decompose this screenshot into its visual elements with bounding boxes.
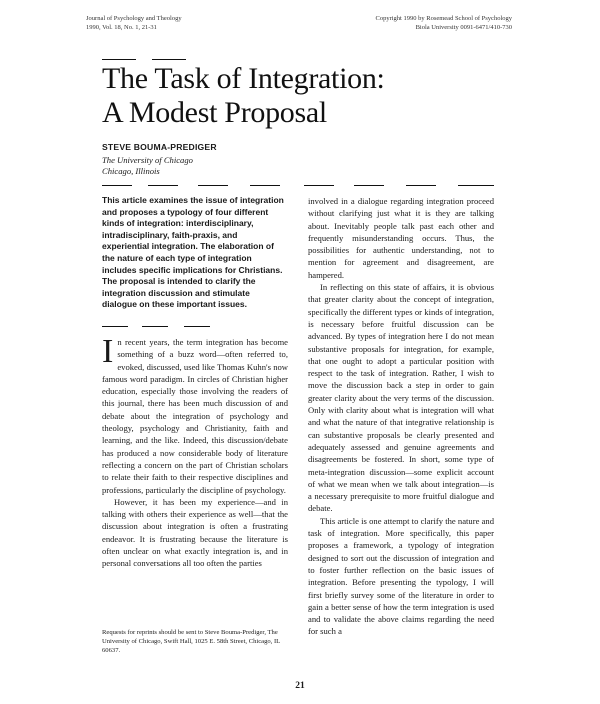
body-paragraph: This article is one attempt to clarify the nature and task of integration. More specifically, this paper proposes a framework, a typology of integration designed to sort out the discussion of integration and to foster further reflection on the basic issues of integration. Before presenting the typology, I will first briefly survey some of the literature in order to gain a better sense of how the term integration is used and to validate the above claims regarding the need for such a <box>308 515 494 637</box>
running-header-journal <box>86 14 182 32</box>
page-number: 21 <box>295 681 305 691</box>
article-title <box>102 62 385 130</box>
paragraph-text: n recent years, the term integration has become something of a buzz word—often referred to, evoked, discussed, used like Thomas Kuhn's now famous word paradigm. In circles of Christian higher education, especially those involving the readers of this journal, there has been much discussion of and debate about the integration of psychology and theology, psychology and Christianity, faith and learning, and the like. Indeed, this discussion/debate has produced a now considerable body of literature reflecting a concern on the part of Christian scholars to relate their faith to their respective disciplines and professions, particularly the discipline of psychology. <box>102 337 288 495</box>
abstract-bottom-rule <box>142 326 168 327</box>
publisher-line: Biola University 0091-6471/410-730 <box>415 24 512 31</box>
running-header-copyright <box>376 14 513 32</box>
body-column-left <box>102 333 288 570</box>
affiliation-city: Chicago, Illinois <box>102 166 160 176</box>
title-line-1: The Task of Integration: <box>102 62 385 95</box>
body-paragraph: involved in a dialogue regarding integration proceed without clarifying just what it is they are talking about. Inevitably people talk past each other and frequently misunderstanding occurs. Thus, the possibilities for authentic understanding, not to mention for agreement and disagreement, are hampered. <box>308 196 494 280</box>
body-paragraph: In reflecting on this state of affairs, it is obvious that greater clarity about the concept of integration, specifically the different types or kinds of integration, is necessary before fruitful discussion can be advanced. By types of integration here I do not mean substantive proposals for integration, for example, that one ought to adopt a particular position with respect to the task of integration. Rather, I wish to move the discussion back a step in order to gain greater clarity about the very terms of the discussion. Only with clarity about what is integration will what and what the nature of that integrative relationship is can substantive proposals be clearly presented and adequately assessed and genuine agreements and disagreements be fostered. In short, some type of meta-integration discussion—some explicit account of what we mean when we talk about integration—is a necessary prerequisite to more fruitful dialogue and debate. <box>308 282 494 514</box>
body-paragraph <box>102 333 288 496</box>
title-top-rule <box>102 59 136 60</box>
abstract-rule <box>304 185 334 186</box>
journal-name: Journal of Psychology and Theology <box>86 15 182 22</box>
abstract-bottom-rule <box>102 326 128 327</box>
abstract-rule <box>458 185 494 186</box>
abstract-rule <box>148 185 178 186</box>
abstract-bottom-rule <box>184 326 210 327</box>
abstract-rule <box>250 185 280 186</box>
title-top-rule <box>152 59 186 60</box>
title-line-2: A Modest Proposal <box>102 96 327 129</box>
abstract-rule <box>354 185 384 186</box>
abstract: This article examines the issue of integration and proposes a typology of four different kinds of integration: interdisciplinary, intradisciplinary, faith-praxis, and experiential integration. The elaboration of the nature of each type of integration includes specific implications for Christians. The proposal is intended to clarify the integration discussion and stimulate dialogue on these important issues. <box>102 195 284 310</box>
journal-volume: 1990, Vol. 18, No. 1, 21-31 <box>86 24 157 31</box>
abstract-rule <box>198 185 228 186</box>
abstract-rule <box>102 185 132 186</box>
drop-cap: I <box>102 333 114 370</box>
copyright-line: Copyright 1990 by Rosemead School of Psychology <box>375 15 512 22</box>
affiliation-university: The University of Chicago <box>102 155 193 165</box>
footnote: Requests for reprints should be sent to Steve Bouma-Prediger, The University of Chicago, Swift Hall, 1025 E. 58th Street, Chicago, IL 60637. <box>102 629 280 654</box>
body-paragraph: However, it has been my experience—and in talking with others their experience as well—that the discussion about integration is often a frustrating endeavor. It is frustrating because the literature is often unclear on what exactly integration is, and in personal conversations all too often the parties <box>102 496 288 569</box>
author-name: STEVE BOUMA-PREDIGER <box>102 142 217 152</box>
abstract-rule <box>406 185 436 186</box>
author-affiliation <box>102 155 193 177</box>
body-column-right <box>308 195 494 638</box>
